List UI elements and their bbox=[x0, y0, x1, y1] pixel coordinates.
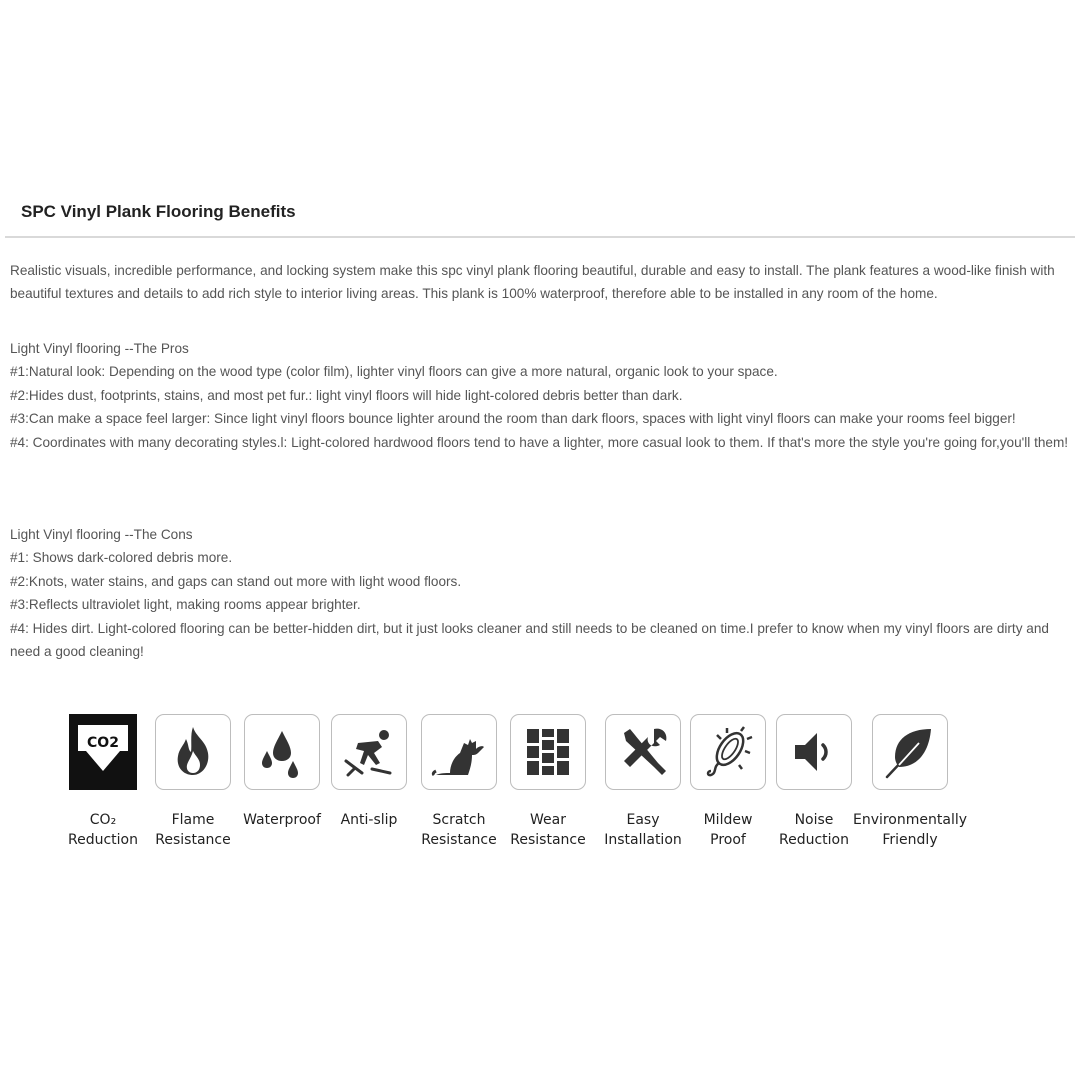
feature-co2-reduction bbox=[62, 714, 144, 850]
cons-item-3: #3:Reflects ultraviolet light, making rooms appear brighter. bbox=[10, 597, 361, 613]
pros-item-4: #4: Coordinates with many decorating styles.l: Light-colored hardwood floors tend to have a lighter, more casual look to them. If that's more the style you're going for,you'll them! bbox=[10, 434, 1069, 450]
feature-scratch-resistance bbox=[415, 714, 503, 850]
pros-item-2: #2:Hides dust, footprints, stains, and most pet fur.: light vinyl floors will hide light-colored debris better than dark. bbox=[10, 387, 683, 403]
pros-item-1: #1:Natural look: Depending on the wood type (color film), lighter vinyl floors can give a more natural, organic look to your space. bbox=[10, 364, 778, 380]
bacteria-icon bbox=[690, 714, 766, 790]
feature-environmentally-friendly bbox=[850, 714, 970, 850]
feature-label: Anti-slip bbox=[340, 812, 398, 828]
cons-section bbox=[10, 523, 1075, 663]
intro-paragraph bbox=[10, 259, 1075, 306]
cons-item-2: #2:Knots, water stains, and gaps can stand out more with light wood floors. bbox=[10, 573, 462, 589]
feature-label: Environmentally Friendly bbox=[852, 812, 968, 848]
cat-icon bbox=[421, 714, 497, 790]
feature-label: Mildew Proof bbox=[703, 812, 753, 848]
leaf-icon bbox=[872, 714, 948, 790]
feature-label: Easy Installation bbox=[604, 812, 682, 848]
pros-heading: Light Vinyl flooring --The Pros bbox=[10, 341, 189, 356]
feature-label: Waterproof bbox=[243, 812, 321, 828]
tools-icon bbox=[605, 714, 681, 790]
feature-icons-row bbox=[60, 714, 980, 864]
feature-noise-reduction bbox=[770, 714, 858, 850]
speaker-icon bbox=[776, 714, 852, 790]
feature-label: CO₂ Reduction bbox=[68, 812, 138, 848]
feature-label: Wear Resistance bbox=[510, 812, 586, 848]
pros-item-3: #3:Can make a space feel larger: Since light vinyl floors bounce lighter around the room than dark floors, spaces with light vinyl floors can make your rooms feel bigger! bbox=[10, 411, 1016, 427]
feature-label: Flame Resistance bbox=[155, 812, 231, 848]
cons-item-4: #4: Hides dirt. Light-colored flooring can be better-hidden dirt, but it just looks cleaner and still needs to be cleaned on time.I prefer to know when my vinyl floors are dirty and need a good cleaning! bbox=[10, 620, 1049, 660]
feature-anti-slip bbox=[326, 714, 412, 830]
title-divider bbox=[5, 236, 1075, 238]
feature-easy-installation bbox=[598, 714, 688, 850]
feature-waterproof bbox=[236, 714, 328, 830]
water-drops-icon bbox=[244, 714, 320, 790]
bricks-icon bbox=[510, 714, 586, 790]
cons-item-1: #1: Shows dark-colored debris more. bbox=[10, 550, 233, 566]
feature-mildew-proof bbox=[686, 714, 770, 850]
skater-icon bbox=[331, 714, 407, 790]
cons-heading: Light Vinyl flooring --The Cons bbox=[10, 527, 193, 542]
feature-label: Scratch Resistance bbox=[421, 812, 497, 848]
feature-label: Noise Reduction bbox=[779, 812, 849, 848]
feature-flame-resistance bbox=[148, 714, 238, 850]
svg-text:CO2: CO2 bbox=[87, 735, 119, 751]
pros-section bbox=[10, 337, 1075, 454]
intro-text: Realistic visuals, incredible performance, and locking system make this spc vinyl plank flooring beautiful, durable and easy to install. The plank features a wood-like finish with beautiful textures and details to add rich style to interior living areas. This plank is 100% waterproof, therefore able to be installed in any room of the home. bbox=[10, 263, 1055, 302]
flame-icon bbox=[155, 714, 231, 790]
page-title: SPC Vinyl Plank Flooring Benefits bbox=[21, 202, 296, 221]
feature-wear-resistance bbox=[504, 714, 592, 850]
co2-arrow-icon bbox=[69, 714, 137, 790]
